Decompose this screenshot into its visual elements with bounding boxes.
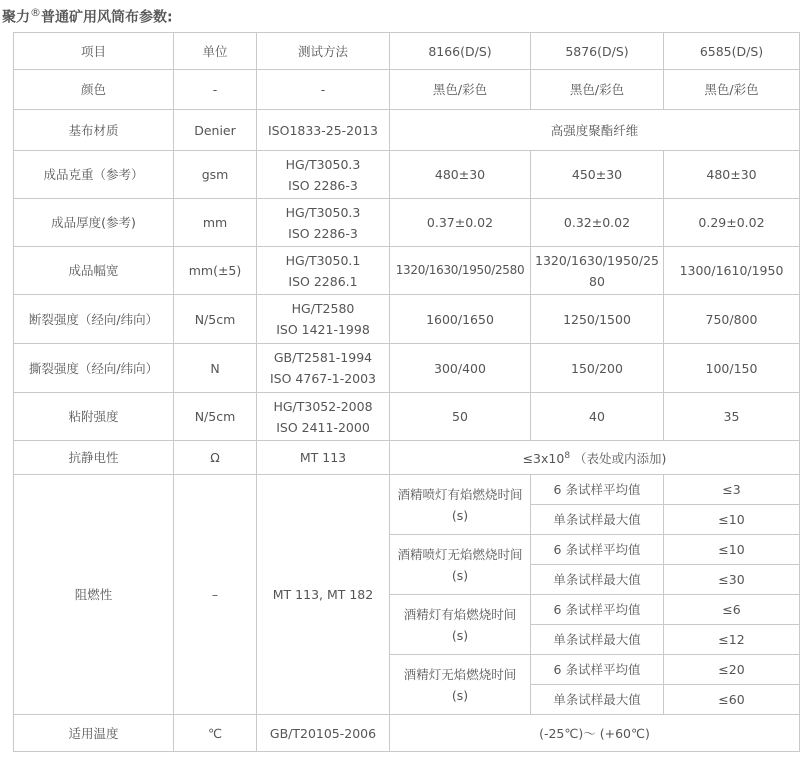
table-row xyxy=(14,441,800,475)
row-name: 成品厚度(参考) xyxy=(14,199,174,247)
test-label-line-2: (s) xyxy=(451,567,469,583)
registered-mark: ® xyxy=(30,6,41,19)
row-unit: N xyxy=(174,344,257,393)
title-brand: 聚力 xyxy=(2,9,30,26)
title-text: 普通矿用风筒布参数: xyxy=(41,9,173,26)
flame-avg-label: 6 条试样平均值 xyxy=(531,595,664,625)
flame-max-label: 单条试样最大值 xyxy=(531,505,664,535)
method-line-1: GB/T2581-1994 xyxy=(273,350,373,365)
flame-test-label xyxy=(390,535,531,595)
row-method xyxy=(257,199,390,247)
row-value-2: 1320/1630/1950/2580 xyxy=(531,247,664,295)
row-unit: N/5cm xyxy=(174,393,257,441)
flame-max-label: 单条试样最大值 xyxy=(531,685,664,715)
row-value-3: 100/150 xyxy=(664,344,800,393)
table-row xyxy=(14,475,800,505)
table-row xyxy=(14,295,800,344)
flame-avg-value: ≤10 xyxy=(664,535,800,565)
method-line-2: ISO 2286-3 xyxy=(288,225,358,241)
row-value-1: 0.37±0.02 xyxy=(390,199,531,247)
flame-avg-value: ≤20 xyxy=(664,655,800,685)
method-line-2: ISO 2286-3 xyxy=(288,177,358,193)
test-label-line-1: 酒精喷灯有焰燃烧时间 xyxy=(397,486,523,502)
row-value-merged xyxy=(390,441,800,475)
row-unit: Denier xyxy=(174,110,257,151)
test-label-line-2: (s) xyxy=(451,627,469,643)
header-model-1: 8166(D/S) xyxy=(390,33,531,70)
value-prefix: ≤3x10 xyxy=(522,451,565,467)
method-line-1: HG/T2580 xyxy=(291,301,355,316)
flame-max-label: 单条试样最大值 xyxy=(531,565,664,595)
header-item: 项目 xyxy=(14,33,174,70)
table-row xyxy=(14,247,800,295)
method-line-1: HG/T3050.3 xyxy=(285,204,361,220)
flame-max-value: ≤10 xyxy=(664,505,800,535)
header-model-3: 6585(D/S) xyxy=(664,33,800,70)
row-value-2: 450±30 xyxy=(531,151,664,199)
row-value-2: 黑色/彩色 xyxy=(531,70,664,110)
row-name: 抗静电性 xyxy=(14,441,174,475)
row-unit: Ω xyxy=(174,441,257,475)
table-row xyxy=(14,151,800,199)
row-name: 断裂强度（经向/纬向） xyxy=(14,295,174,344)
spec-table xyxy=(13,32,800,752)
flame-test-label xyxy=(390,475,531,535)
row-method: GB/T20105-2006 xyxy=(257,715,390,752)
row-method xyxy=(257,393,390,441)
header-method: 测试方法 xyxy=(257,33,390,70)
row-value-3: 750/800 xyxy=(664,295,800,344)
method-line-2: ISO 2411-2000 xyxy=(276,419,370,435)
table-row xyxy=(14,393,800,441)
flame-test-label xyxy=(390,655,531,715)
method-line-1: HG/T3052-2008 xyxy=(273,398,373,414)
row-unit: ℃ xyxy=(174,715,257,752)
row-value-3: 黑色/彩色 xyxy=(664,70,800,110)
test-label-line-2: (s) xyxy=(451,507,469,523)
test-label-line-2: (s) xyxy=(451,687,469,703)
flame-avg-label: 6 条试样平均值 xyxy=(531,475,664,505)
test-label-line-1: 酒精灯无焰燃烧时间 xyxy=(403,666,517,682)
method-line-2: ISO 2286.1 xyxy=(288,273,358,289)
flame-test-label xyxy=(390,595,531,655)
table-row xyxy=(14,110,800,151)
row-unit: gsm xyxy=(174,151,257,199)
flame-max-label: 单条试样最大值 xyxy=(531,625,664,655)
row-unit: mm(±5) xyxy=(174,247,257,295)
row-value-1: 50 xyxy=(390,393,531,441)
row-value-merged: (-25℃)～ (+60℃) xyxy=(390,715,800,752)
row-value-3: 1300/1610/1950 xyxy=(664,247,800,295)
row-unit: – xyxy=(174,475,257,715)
page-title xyxy=(2,6,173,27)
row-unit: N/5cm xyxy=(174,295,257,344)
header-unit: 单位 xyxy=(174,33,257,70)
row-value-3: 35 xyxy=(664,393,800,441)
table-row xyxy=(14,344,800,393)
header-model-2: 5876(D/S) xyxy=(531,33,664,70)
row-value-2: 40 xyxy=(531,393,664,441)
row-method: MT 113 xyxy=(257,441,390,475)
row-name: 适用温度 xyxy=(14,715,174,752)
row-value-2: 0.32±0.02 xyxy=(531,199,664,247)
flame-max-value: ≤60 xyxy=(664,685,800,715)
method-line-2: ISO 1421-1998 xyxy=(276,322,370,337)
flame-avg-value: ≤3 xyxy=(664,475,800,505)
table-row xyxy=(14,715,800,752)
row-method: MT 113, MT 182 xyxy=(257,475,390,715)
row-name: 成品克重（参考） xyxy=(14,151,174,199)
test-label-line-1: 酒精喷灯无焰燃烧时间 xyxy=(397,546,523,562)
flame-max-value: ≤30 xyxy=(664,565,800,595)
row-value-1: 1600/1650 xyxy=(390,295,531,344)
row-method xyxy=(257,151,390,199)
row-name: 颜色 xyxy=(14,70,174,110)
table-row xyxy=(14,70,800,110)
row-value-1: 1320/1630/1950/2580 xyxy=(390,247,531,295)
row-name: 基布材质 xyxy=(14,110,174,151)
row-value-2: 150/200 xyxy=(531,344,664,393)
method-line-1: HG/T3050.3 xyxy=(285,156,361,172)
row-unit: mm xyxy=(174,199,257,247)
table-row xyxy=(14,199,800,247)
value-exponent: 8 xyxy=(564,450,571,461)
flame-avg-label: 6 条试样平均值 xyxy=(531,655,664,685)
row-value-1: 黑色/彩色 xyxy=(390,70,531,110)
table-header-row xyxy=(14,33,800,70)
row-method xyxy=(257,247,390,295)
row-method: ISO1833-25-2013 xyxy=(257,110,390,151)
flame-avg-value: ≤6 xyxy=(664,595,800,625)
row-value-3: 480±30 xyxy=(664,151,800,199)
row-method xyxy=(257,295,390,344)
row-value-merged: 高强度聚酯纤维 xyxy=(390,110,800,151)
row-unit: - xyxy=(174,70,257,110)
method-line-1: HG/T3050.1 xyxy=(285,252,361,268)
row-name: 成品幅宽 xyxy=(14,247,174,295)
row-name: 撕裂强度（经向/纬向） xyxy=(14,344,174,393)
row-value-1: 480±30 xyxy=(390,151,531,199)
row-value-1: 300/400 xyxy=(390,344,531,393)
flame-avg-label: 6 条试样平均值 xyxy=(531,535,664,565)
row-name: 粘附强度 xyxy=(14,393,174,441)
value-suffix: （表处或内添加) xyxy=(574,451,667,467)
row-method xyxy=(257,344,390,393)
row-method: - xyxy=(257,70,390,110)
flame-max-value: ≤12 xyxy=(664,625,800,655)
row-name: 阻燃性 xyxy=(14,475,174,715)
row-value-3: 0.29±0.02 xyxy=(664,199,800,247)
test-label-line-1: 酒精灯有焰燃烧时间 xyxy=(403,606,517,622)
row-value-2: 1250/1500 xyxy=(531,295,664,344)
method-line-2: ISO 4767-1-2003 xyxy=(269,371,377,386)
